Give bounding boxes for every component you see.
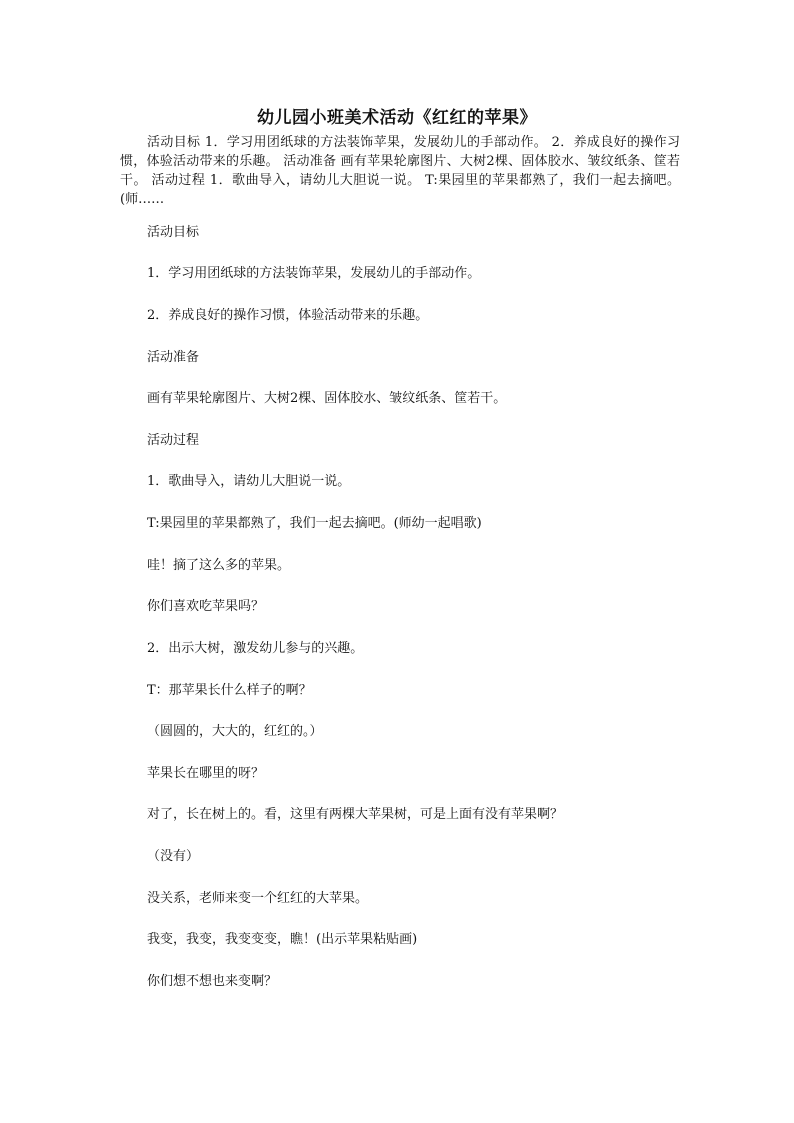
paragraph-song: T:果园里的苹果都熟了，我们一起去摘吧。(师幼一起唱歌) xyxy=(147,516,482,531)
paragraph-like-apples: 你们喜欢吃苹果吗？ xyxy=(147,599,265,614)
paragraph-goal-2: 2．养成良好的操作习惯，体验活动带来的乐趣。 xyxy=(147,308,429,323)
paragraph-teacher-magic: 没关系，老师来变一个红红的大苹果。 xyxy=(147,891,369,906)
paragraph-goals-heading: 活动目标 xyxy=(147,225,200,240)
paragraph-apple-shape: T：那苹果长什么样子的啊？ xyxy=(147,683,312,698)
paragraph-want-to-try: 你们想不想也来变啊？ xyxy=(147,974,278,989)
document-title: 幼儿园小班美术活动《红红的苹果》 xyxy=(257,108,537,128)
paragraph-where-grow: 苹果长在哪里的呀？ xyxy=(147,766,265,781)
paragraph-process-heading: 活动过程 xyxy=(147,433,200,448)
paragraph-prep-heading: 活动准备 xyxy=(147,350,200,365)
paragraph-round-red: （圆圆的，大大的，红红的。） xyxy=(147,724,323,739)
paragraph-step-1: 1．歌曲导入，请幼儿大胆说一说。 xyxy=(147,474,351,489)
paragraph-goal-1: 1．学习用团纸球的方法装饰苹果，发展幼儿的手部动作。 xyxy=(147,266,481,281)
paragraph-i-change: 我变，我变，我变变变，瞧！(出示苹果粘贴画) xyxy=(147,932,418,947)
summary-paragraph: 活动目标 1．学习用团纸球的方法装饰苹果，发展幼儿的手部动作。 2．养成良好的操作习惯，体验活动带来的乐趣。 活动准备 画有苹果轮廓图片、大树2棵、固体胶水、皱纹纸条、筐若干。 活动过程 1．歌曲导入，请幼儿大胆说一说。 T:果园里的苹果都熟了，我们一起去摘吧。(师…… xyxy=(120,135,680,207)
paragraph-none: （没有） xyxy=(147,849,200,864)
paragraph-wow: 哇！摘了这么多的苹果。 xyxy=(147,558,291,573)
paragraph-prep-materials: 画有苹果轮廓图片、大树2棵、固体胶水、皱纹纸条、筐若干。 xyxy=(147,391,507,406)
paragraph-step-2: 2．出示大树，激发幼儿参与的兴趣。 xyxy=(147,641,364,656)
paragraph-two-trees: 对了，长在树上的。看，这里有两棵大苹果树，可是上面有没有苹果啊？ xyxy=(147,807,564,822)
